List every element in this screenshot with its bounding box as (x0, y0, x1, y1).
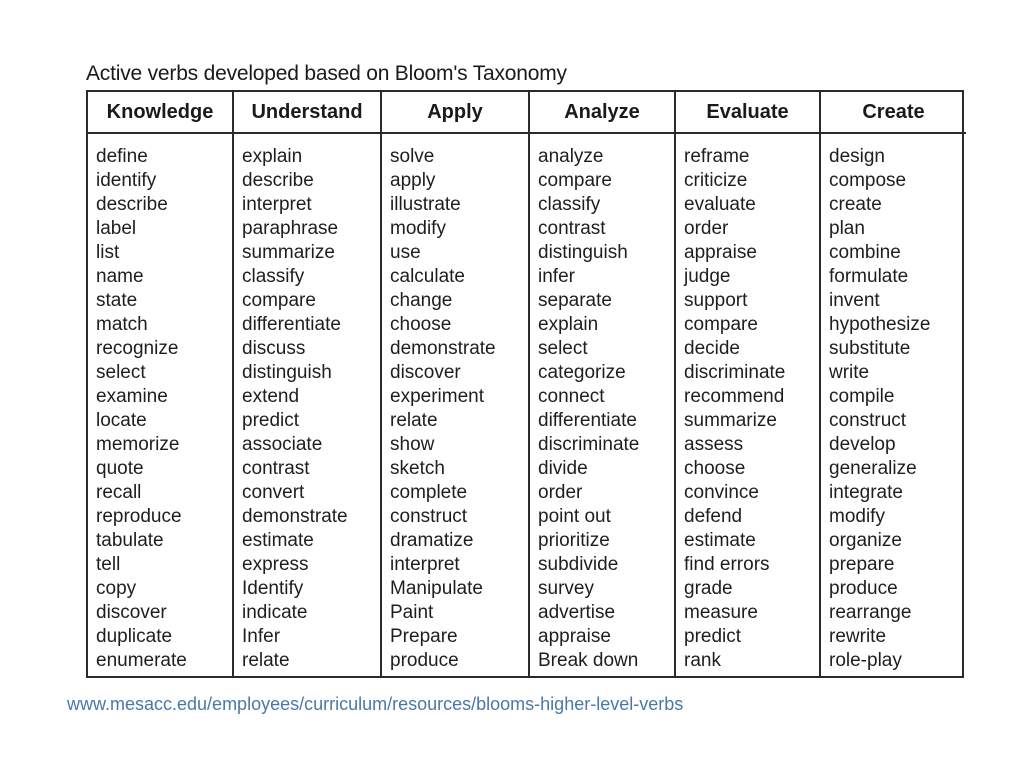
verb-item: sketch (390, 458, 445, 479)
verb-item: construct (829, 410, 907, 431)
verb-item: connect (538, 386, 605, 407)
verb-item: modify (829, 506, 885, 527)
verb-item: assess (684, 434, 744, 455)
verb-item: distinguish (242, 362, 332, 383)
verb-item: define (96, 146, 148, 167)
blooms-verb-table (86, 90, 964, 678)
verb-item: predict (684, 626, 742, 647)
verb-item: extend (242, 386, 300, 407)
verb-item: predict (242, 410, 300, 431)
verb-item: formulate (829, 266, 909, 287)
verb-item: experiment (390, 386, 484, 407)
verb-item: express (242, 554, 309, 575)
verb-item: recommend (684, 386, 785, 407)
column-knowledge (88, 134, 234, 676)
verb-item: survey (538, 578, 594, 599)
verb-item: develop (829, 434, 896, 455)
verb-item: demonstrate (242, 506, 348, 527)
verb-item: recognize (96, 338, 179, 359)
verb-item: differentiate (242, 314, 341, 335)
verb-item: grade (684, 578, 733, 599)
verb-item: tell (96, 554, 121, 575)
verb-item: estimate (684, 530, 756, 551)
verb-item: discuss (242, 338, 306, 359)
verb-item: copy (96, 578, 137, 599)
verb-item: convert (242, 482, 305, 503)
verb-item: combine (829, 242, 901, 263)
verb-item: hypothesize (829, 314, 931, 335)
verb-item: name (96, 266, 144, 287)
verb-item: describe (96, 194, 168, 215)
verb-item: interpret (390, 554, 460, 575)
verb-item: duplicate (96, 626, 173, 647)
verb-item: invent (829, 290, 880, 311)
verb-item: explain (242, 146, 303, 167)
verb-item: demonstrate (390, 338, 496, 359)
verb-item: appraise (684, 242, 757, 263)
verb-item: discover (390, 362, 461, 383)
column-apply (382, 134, 530, 676)
verb-item: distinguish (538, 242, 628, 263)
verb-item: compose (829, 170, 907, 191)
verb-item: choose (390, 314, 452, 335)
verb-item: Infer (242, 626, 281, 647)
verb-item: find errors (684, 554, 770, 575)
verb-item: Prepare (390, 626, 458, 647)
verb-item: decide (684, 338, 740, 359)
verb-item: reframe (684, 146, 750, 167)
verb-item: calculate (390, 266, 465, 287)
verb-item: produce (390, 650, 459, 671)
verb-item: compile (829, 386, 895, 407)
verb-item: support (684, 290, 748, 311)
column-evaluate (676, 134, 821, 676)
verb-item: locate (96, 410, 147, 431)
verb-item: categorize (538, 362, 626, 383)
verb-item: analyze (538, 146, 604, 167)
verb-item: compare (242, 290, 316, 311)
verb-item: classify (538, 194, 601, 215)
header-create: Create (821, 92, 966, 134)
verb-item: apply (390, 170, 436, 191)
source-link[interactable]: www.mesacc.edu/employees/curriculum/resources/blooms-higher-level-verbs (67, 694, 684, 714)
verb-item: select (538, 338, 588, 359)
verb-item: order (684, 218, 729, 239)
verb-item: compare (538, 170, 612, 191)
verb-item: discriminate (684, 362, 786, 383)
verb-item: illustrate (390, 194, 461, 215)
verb-item: organize (829, 530, 902, 551)
verb-list-understand (242, 145, 380, 673)
verb-item: explain (538, 314, 599, 335)
verb-item: evaluate (684, 194, 756, 215)
verb-item: create (829, 194, 882, 215)
column-create (821, 134, 966, 676)
column-analyze (530, 134, 676, 676)
verb-item: summarize (242, 242, 335, 263)
verb-item: label (96, 218, 137, 239)
verb-item: complete (390, 482, 468, 503)
verb-item: estimate (242, 530, 314, 551)
verb-item: defend (684, 506, 743, 527)
verb-item: memorize (96, 434, 180, 455)
verb-item: differentiate (538, 410, 637, 431)
header-evaluate: Evaluate (676, 92, 821, 134)
verb-item: discover (96, 602, 167, 623)
verb-item: indicate (242, 602, 308, 623)
verb-item: rank (684, 650, 721, 671)
verb-item: infer (538, 266, 575, 287)
verb-item: modify (390, 218, 446, 239)
verb-item: compare (684, 314, 758, 335)
verb-item: state (96, 290, 138, 311)
verb-item: show (390, 434, 435, 455)
verb-item: match (96, 314, 148, 335)
header-understand: Understand (234, 92, 382, 134)
verb-item: reproduce (96, 506, 182, 527)
verb-item: dramatize (390, 530, 474, 551)
verb-item: contrast (242, 458, 310, 479)
verb-item: associate (242, 434, 323, 455)
verb-item: role-play (829, 650, 902, 671)
verb-item: Manipulate (390, 578, 483, 599)
verb-item: contrast (538, 218, 606, 239)
verb-item: Paint (390, 602, 434, 623)
verb-item: rearrange (829, 602, 912, 623)
verb-item: rewrite (829, 626, 887, 647)
verb-item: divide (538, 458, 588, 479)
column-understand (234, 134, 382, 676)
verb-item: advertise (538, 602, 616, 623)
verb-item: relate (390, 410, 438, 431)
verb-item: summarize (684, 410, 777, 431)
verb-item: convince (684, 482, 759, 503)
verb-item: choose (684, 458, 746, 479)
verb-item: produce (829, 578, 898, 599)
verb-item: quote (96, 458, 144, 479)
verb-item: point out (538, 506, 611, 527)
verb-list-knowledge (96, 145, 232, 673)
verb-list-evaluate (684, 145, 819, 673)
verb-item: Identify (242, 578, 304, 599)
verb-item: prepare (829, 554, 895, 575)
header-knowledge: Knowledge (88, 92, 234, 134)
verb-item: appraise (538, 626, 611, 647)
verb-item: construct (390, 506, 468, 527)
verb-item: paraphrase (242, 218, 339, 239)
verb-list-create (829, 145, 966, 673)
verb-item: separate (538, 290, 612, 311)
verb-item: criticize (684, 170, 748, 191)
verb-list-apply (390, 145, 528, 673)
verb-item: describe (242, 170, 314, 191)
verb-item: list (96, 242, 120, 263)
verb-item: recall (96, 482, 142, 503)
verb-item: change (390, 290, 453, 311)
verb-item: order (538, 482, 583, 503)
verb-item: integrate (829, 482, 903, 503)
verb-item: measure (684, 602, 758, 623)
verb-item: classify (242, 266, 305, 287)
header-apply: Apply (382, 92, 530, 134)
verb-item: tabulate (96, 530, 164, 551)
verb-item: identify (96, 170, 157, 191)
verb-item: solve (390, 146, 435, 167)
verb-item: prioritize (538, 530, 610, 551)
verb-item: examine (96, 386, 168, 407)
verb-item: interpret (242, 194, 312, 215)
verb-item: judge (684, 266, 731, 287)
verb-item: design (829, 146, 885, 167)
verb-item: plan (829, 218, 865, 239)
verb-item: substitute (829, 338, 911, 359)
verb-item: select (96, 362, 146, 383)
verb-item: relate (242, 650, 290, 671)
verb-item: write (829, 362, 870, 383)
verb-item: subdivide (538, 554, 619, 575)
verb-item: Break down (538, 650, 639, 671)
verb-item: discriminate (538, 434, 640, 455)
table-title: Active verbs developed based on Bloom's Taxonomy (86, 62, 567, 85)
verb-item: generalize (829, 458, 917, 479)
header-analyze: Analyze (530, 92, 676, 134)
verb-item: enumerate (96, 650, 187, 671)
verb-item: use (390, 242, 421, 263)
verb-list-analyze (538, 145, 674, 673)
